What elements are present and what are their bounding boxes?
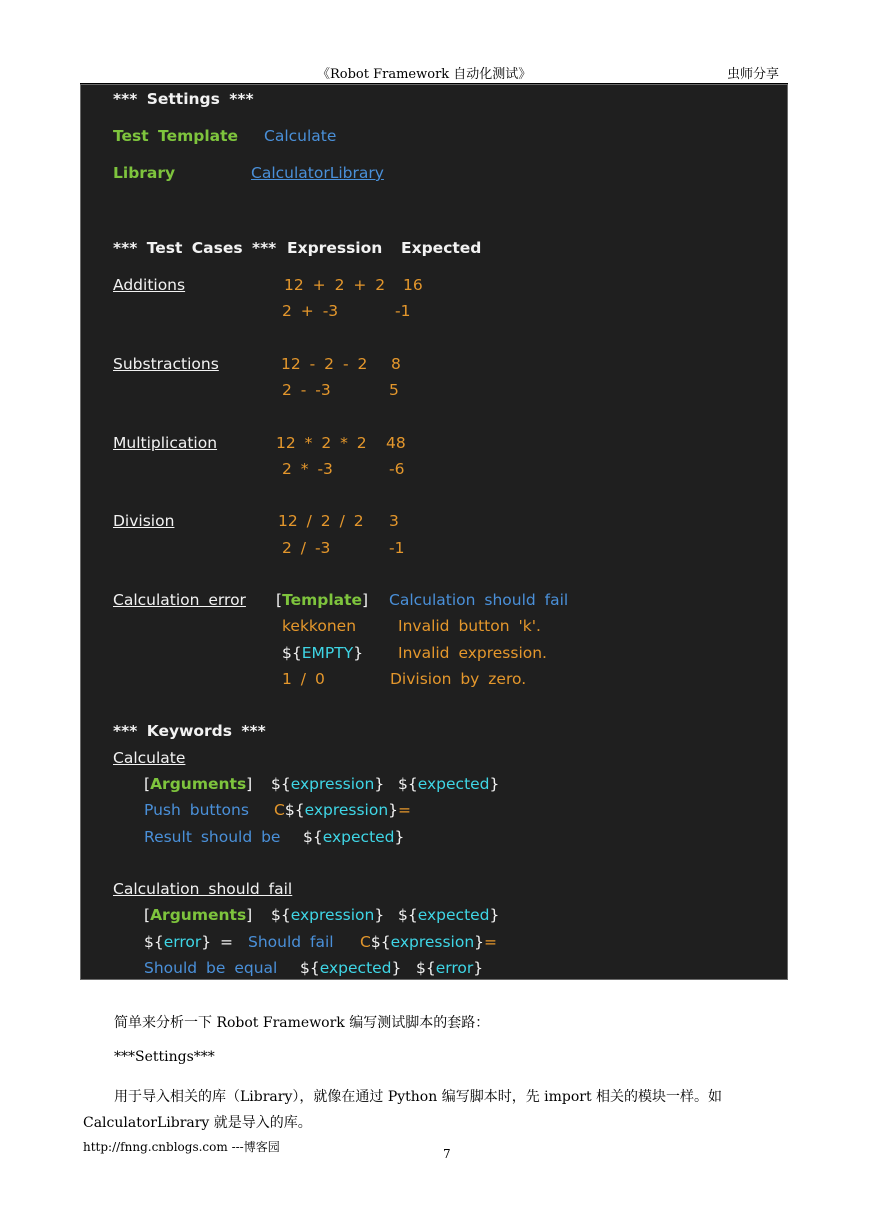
keyword-calculate: Calculate	[113, 749, 186, 767]
argument-expected: ${expected}	[398, 906, 500, 924]
code-block	[80, 84, 788, 980]
paragraph-settings-line2: CalculatorLibrary 就是导入的库。	[83, 1115, 312, 1131]
library-key: Library	[113, 164, 176, 182]
footer-url[interactable]: http://fnng.cnblogs.com ---博客园	[83, 1140, 280, 1154]
keyword-result-should-be: Result should be	[144, 828, 281, 846]
cell-expression: ${EMPTY}	[282, 644, 364, 662]
cell-expected: 48	[386, 434, 406, 452]
test-template-value: Calculate	[264, 127, 337, 145]
argument-expression: ${expression}	[271, 906, 385, 924]
cell-expression: 12 * 2 * 2	[276, 434, 367, 452]
testcase-division: Division	[113, 512, 175, 530]
testcase-multiplication: Multiplication	[113, 434, 218, 452]
cell-expression: kekkonen	[282, 617, 357, 635]
cell-expression: 2 - -3	[282, 381, 331, 399]
column-expected: Expected	[401, 239, 482, 257]
cell-expression: 2 * -3	[282, 460, 333, 478]
push-buttons-argument: C${expression}=	[274, 801, 412, 819]
cell-expression: 2 / -3	[282, 539, 331, 557]
cell-expected: -1	[389, 539, 405, 557]
cell-expected: 16	[403, 276, 423, 294]
cell-expected: Invalid button 'k'.	[398, 617, 541, 635]
testcases-header: *** Test Cases ***	[113, 239, 277, 257]
paragraph-intro: 简单来分析一下 Robot Framework 编写测试脚本的套路：	[114, 1015, 490, 1031]
cell-expression: 12 - 2 - 2	[281, 355, 368, 373]
error-assignment: ${error} =	[144, 933, 234, 951]
cell-expression: 12 / 2 / 2	[278, 512, 364, 530]
cell-expected: 8	[391, 355, 401, 373]
paragraph-settings-line1: 用于导入相关的库（Library），就像在通过 Python 编写脚本时，先 import 相关的模块一样。如	[114, 1089, 723, 1105]
template-keyword: Calculation should fail	[389, 591, 569, 609]
keywords-header: *** Keywords ***	[113, 722, 266, 740]
testcase-substractions: Substractions	[113, 355, 219, 373]
cell-expected: 5	[389, 381, 399, 399]
keyword-push-buttons: Push buttons	[144, 801, 249, 819]
cell-expected: Invalid expression.	[398, 644, 547, 662]
library-value: CalculatorLibrary	[251, 164, 384, 182]
template-setting: [Template]	[276, 591, 369, 609]
keyword-calculation-should-fail: Calculation should fail	[113, 880, 293, 898]
document-title: 《Robot Framework 自动化测试》	[317, 67, 532, 82]
keyword-should-fail: Should fail	[248, 933, 334, 951]
testcase-calculation-error: Calculation error	[113, 591, 246, 609]
arguments-setting: [Arguments]	[144, 775, 253, 793]
cell-expression: 1 / 0	[282, 670, 325, 688]
equal-argument-expected: ${expected}	[300, 959, 402, 977]
result-argument: ${expected}	[303, 828, 405, 846]
column-expression: Expression	[287, 239, 383, 257]
header-author: 虫师分享	[727, 67, 780, 82]
argument-expected: ${expected}	[398, 775, 500, 793]
equal-argument-error: ${error}	[416, 959, 484, 977]
paragraph-settings-heading: ***Settings***	[114, 1049, 215, 1065]
argument-expression: ${expression}	[271, 775, 385, 793]
cell-expected: Division by zero.	[390, 670, 527, 688]
arguments-setting: [Arguments]	[144, 906, 253, 924]
cell-expression: 12 + 2 + 2	[284, 276, 386, 294]
keyword-should-be-equal: Should be equal	[144, 959, 278, 977]
cell-expected: -1	[395, 302, 411, 320]
settings-header: *** Settings ***	[113, 90, 254, 108]
page-number: 7	[443, 1147, 451, 1161]
test-template-key: Test Template	[113, 127, 239, 145]
cell-expected: -6	[389, 460, 405, 478]
cell-expected: 3	[389, 512, 399, 530]
testcase-additions: Additions	[113, 276, 186, 294]
should-fail-argument: C${expression}=	[360, 933, 498, 951]
cell-expression: 2 + -3	[282, 302, 339, 320]
